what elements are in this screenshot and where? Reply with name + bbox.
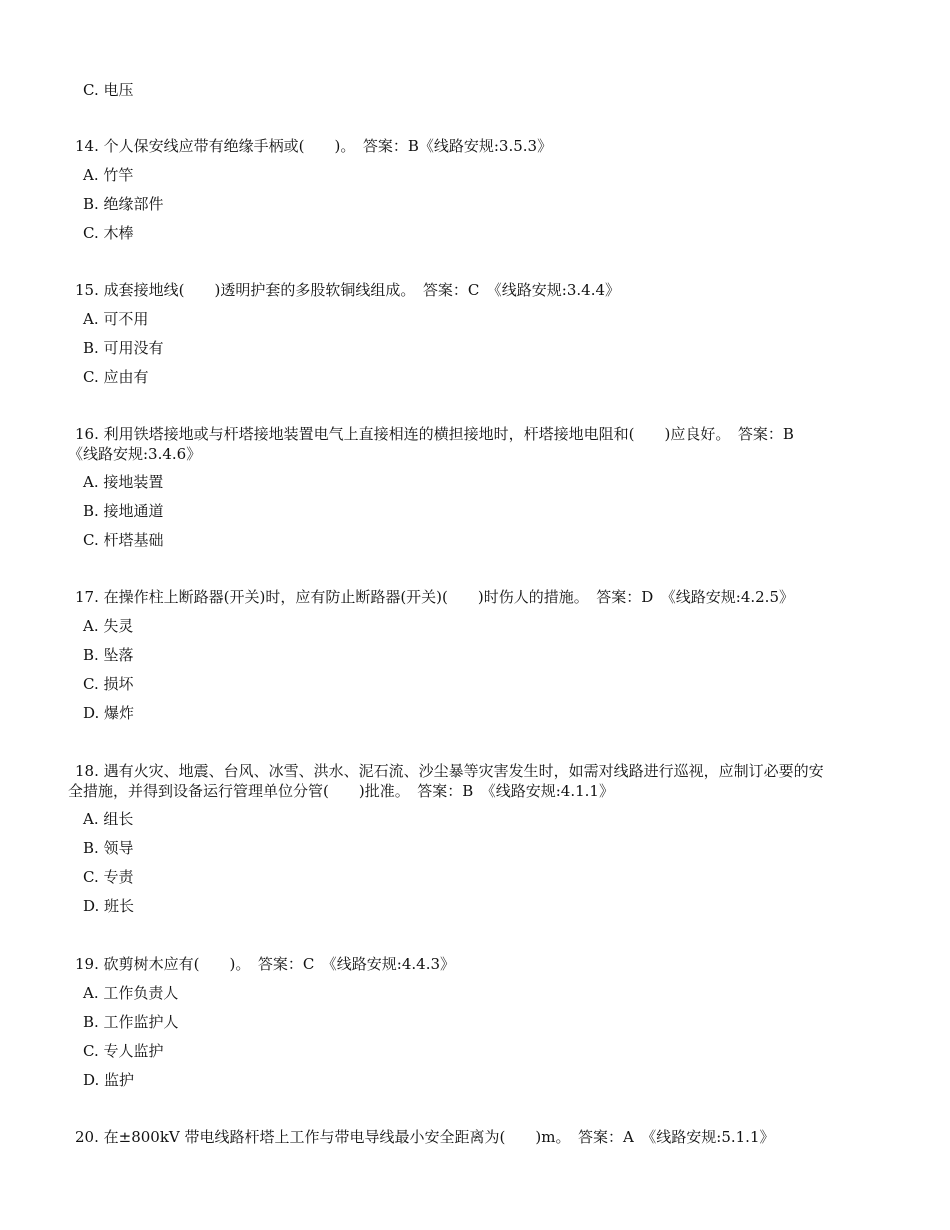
question-14-stem: 14. 个人保安线应带有绝缘手柄或( )。 答案：B《线路安规:3.5.3》 xyxy=(75,137,553,155)
question-19-option-d: D. 监护 xyxy=(83,1071,135,1089)
question-14-option-a: A. 竹竿 xyxy=(83,166,134,184)
question-16-option-a: A. 接地装置 xyxy=(83,473,164,491)
question-17-option-d: D. 爆炸 xyxy=(83,704,135,722)
question-15-option-a: A. 可不用 xyxy=(83,310,149,328)
question-18-option-b: B. 领导 xyxy=(83,839,134,857)
question-19-option-a: A. 工作负责人 xyxy=(83,984,179,1002)
question-18-option-a: A. 组长 xyxy=(83,810,134,828)
question-19-option-c: C. 专人监护 xyxy=(83,1042,164,1060)
question-17-option-c: C. 损坏 xyxy=(83,675,134,693)
question-15-option-c: C. 应由有 xyxy=(83,368,149,386)
question-16-stem-line1: 16. 利用铁塔接地或与杆塔接地装置电气上直接相连的横担接地时，杆塔接地电阻和( )应良好。 答案：B xyxy=(75,425,794,443)
question-14-option-c: C. 木棒 xyxy=(83,224,134,242)
question-14-option-b: B. 绝缘部件 xyxy=(83,195,164,213)
question-15-stem: 15. 成套接地线( )透明护套的多股软铜线组成。 答案：C 《线路安规:3.4.4》 xyxy=(75,281,621,299)
question-16-option-c: C. 杆塔基础 xyxy=(83,531,164,549)
question-18-option-d: D. 班长 xyxy=(83,897,135,915)
question-19-stem: 19. 砍剪树木应有( )。 答案：C 《线路安规:4.4.3》 xyxy=(75,955,456,973)
question-17-stem: 17. 在操作柱上断路器(开关)时，应有防止断路器(开关)( )时伤人的措施。 答案：D 《线路安规:4.2.5》 xyxy=(75,588,794,606)
question-17-option-a: A. 失灵 xyxy=(83,617,134,635)
question-16-option-b: B. 接地通道 xyxy=(83,502,164,520)
question-18-option-c: C. 专责 xyxy=(83,868,134,886)
question-20-stem: 20. 在±800kV 带电线路杆塔上工作与带电导线最小安全距离为( )m。 答案：A 《线路安规:5.1.1》 xyxy=(75,1128,775,1146)
question-19-option-b: B. 工作监护人 xyxy=(83,1013,179,1031)
question-17-option-b: B. 坠落 xyxy=(83,646,134,664)
option-c-prev: C. 电压 xyxy=(83,81,134,99)
question-18-stem-line1: 18. 遇有火灾、地震、台风、冰雪、洪水、泥石流、沙尘暴等灾害发生时，如需对线路进行巡视，应制订必要的安 xyxy=(75,762,824,780)
question-15-option-b: B. 可用没有 xyxy=(83,339,164,357)
question-18-stem-line2: 全措施，并得到设备运行管理单位分管( )批准。 答案：B 《线路安规:4.1.1》 xyxy=(68,782,614,800)
question-16-stem-line2: 《线路安规:3.4.6》 xyxy=(68,445,202,463)
